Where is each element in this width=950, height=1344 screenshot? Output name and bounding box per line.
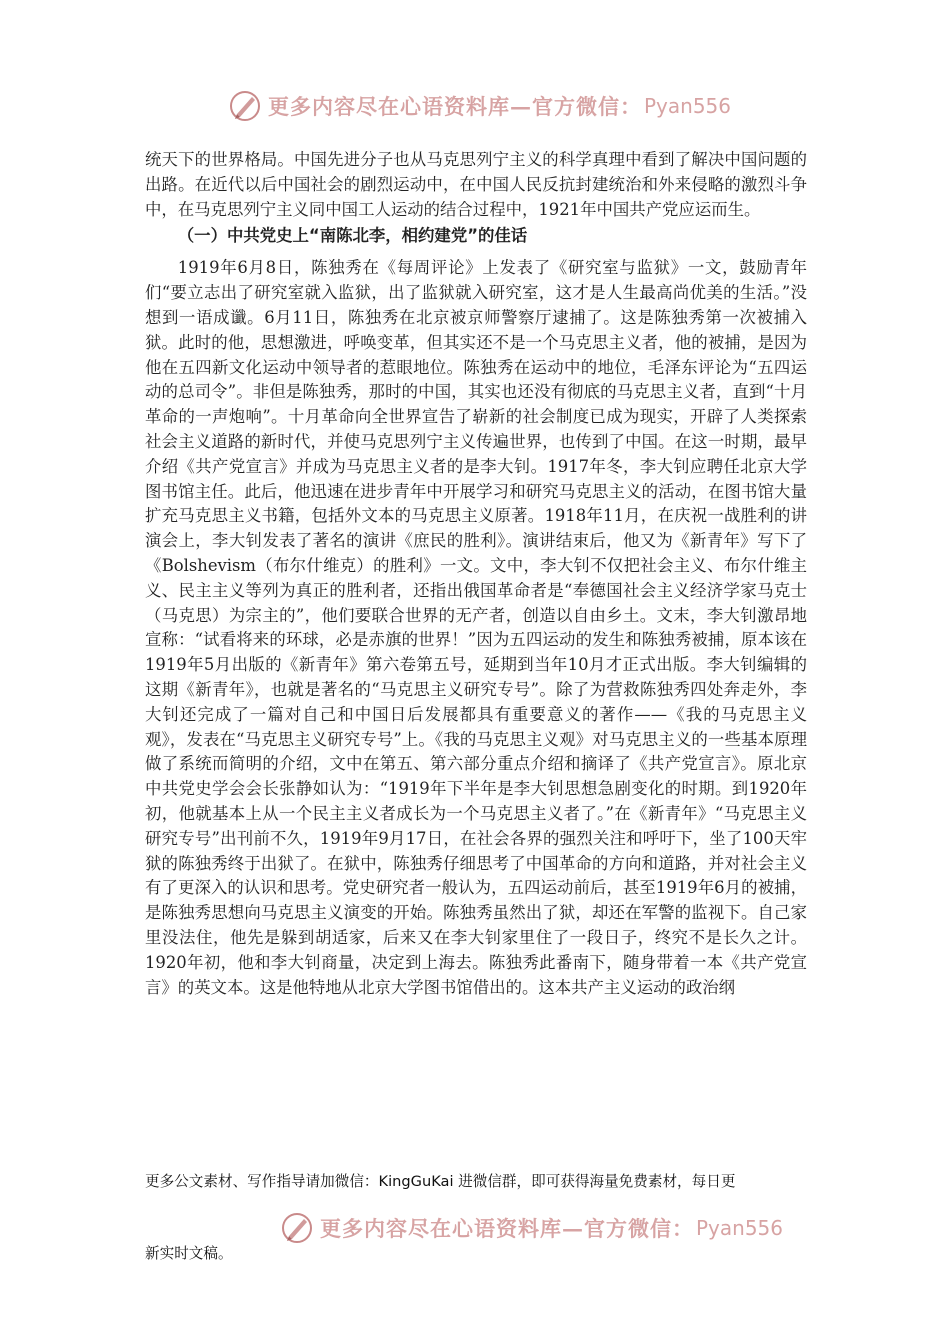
section-heading: （一）中共党史上“南陈北李，相约建党”的佳话	[177, 226, 528, 246]
paragraph-main: 1919年6月8日，陈独秀在《每周评论》上发表了《研究室与监狱》一文，鼓励青年们“要立志出了研究室就入监狱，出了监狱就入研究室，这才是人生最高尚优美的生活。”没想到一语成谶。6月11日，陈独秀在北京被京师警察厅逮捕了。这是陈独秀第一次被捕入狱。此时的他，思想激进，呼唤变革，但其实还不是一个马克思主义者，他的被捕，是因为他在五四新文化运动中领导者的惹眼地位。陈独秀在运动中的地位，毛泽东评论为“五四运动的总司令”。非但是陈独秀，那时的中国，其实也还没有彻底的马克思主义者，直到“十月革命的一声炮响”。十月革命向全世界宣告了崭新的社会制度已成为现实，开辟了人类探索社会主义道路的新时代，并使马克思列宁主义传遍世界，也传到了中国。在这一时期，最早介绍《共产党宣言》并成为马克思主义者的是李大钊。1917年冬，李大钊应聘任北京大学图书馆主任。此后，他迅速在进步青年中开展学习和研究马克思主义的活动，在图书馆大量扩充马克思主义书籍，包括外文本的马克思主义原著。1918年11月，在庆祝一战胜利的讲演会上，李大钊发表了著名的演讲《庶民的胜利》。演讲结束后，他又为《新青年》写下了《Bolshevism（布尔什维克）的胜利》一文。文中，李大钊不仅把社会主义、布尔什维主义、民主主义等列为真正的胜利者，还指出俄国革命者是“奉德国社会主义经济学家马克士（马克思）为宗主的”，他们要联合世界的无产者，创造以自由乡土。文末，李大钊激昂地宣称：“试看将来的环球，必是赤旗的世界！”因为五四运动的发生和陈独秀被捕，原本该在1919年5月出版的《新青年》第六卷第五号，延期到当年10月才正式出版。李大钊编辑的这期《新青年》，也就是著名的“马克思主义研究专号”。除了为营救陈独秀四处奔走外，李大钊还完成了一篇对自己和中国日后发展都具有重要意义的著作——《我的马克思主义观》，发表在“马克思主义研究专号”上。《我的马克思主义观》对马克思主义的一些基本原理做了系统而简明的介绍，文中在第五、第六部分重点介绍和摘译了《共产党宣言》。原北京中共党史学会会长张静如认为：“1919年下半年是李大钊思想急剧变化的时期。到1920年初，他就基本上从一个民主主义者成长为一个马克思主义者了。”在《新青年》“马克思主义研究专号”出刊前不久，1919年9月17日，在社会各界的强烈关注和呼吁下，坐了100天牢狱的陈独秀终于出狱了。在狱中，陈独秀仔细思考了中国革命的方向和道路，并对社会主义有了更深入的认识和思考。党史研究者一般认为，五四运动前后，甚至1919年6月的被捕，是陈独秀思想向马克思主义演变的开始。陈独秀虽然出了狱，却还在军警的监视下。自己家里没法住，他先是躲到胡适家，后来又在李大钊家里住了一段日子，终究不是长久之计。1920年初，他和李大钊商量，决定到上海去。陈独秀此番南下，随身带着一本《共产党宣言》的英文本。这是他特地从北京大学图书馆借出的。这本共产主义运动的政治纲	[145, 258, 807, 997]
pen-logo-icon	[280, 1211, 314, 1245]
document-body	[145, 148, 807, 1000]
watermark-top	[228, 86, 731, 126]
watermark-text: 更多内容尽在心语资料库—官方微信：	[320, 1216, 694, 1241]
watermark-bottom	[280, 1208, 783, 1248]
watermark-wechat-id: Pyan556	[644, 94, 732, 118]
footer-note: 更多公文素材、写作指导请加微信：KingGuKai 进微信群，即可获得海量免费素材，每日更	[145, 1173, 736, 1190]
watermark-wechat-id: Pyan556	[696, 1216, 784, 1240]
watermark-text: 更多内容尽在心语资料库—官方微信：	[268, 94, 642, 119]
paragraph-continued: 统天下的世界格局。中国先进分子也从马克思列宁主义的科学真理中看到了解决中国问题的出路。在近代以后中国社会的剧烈运动中，在中国人民反抗封建统治和外来侵略的激烈斗争中，在马克思列宁主义同中国工人运动的结合过程中，1921年中国共产党应运而生。	[145, 150, 807, 219]
footer-note-continued: 新实时文稿。	[145, 1245, 233, 1262]
pen-logo-icon	[228, 89, 262, 123]
